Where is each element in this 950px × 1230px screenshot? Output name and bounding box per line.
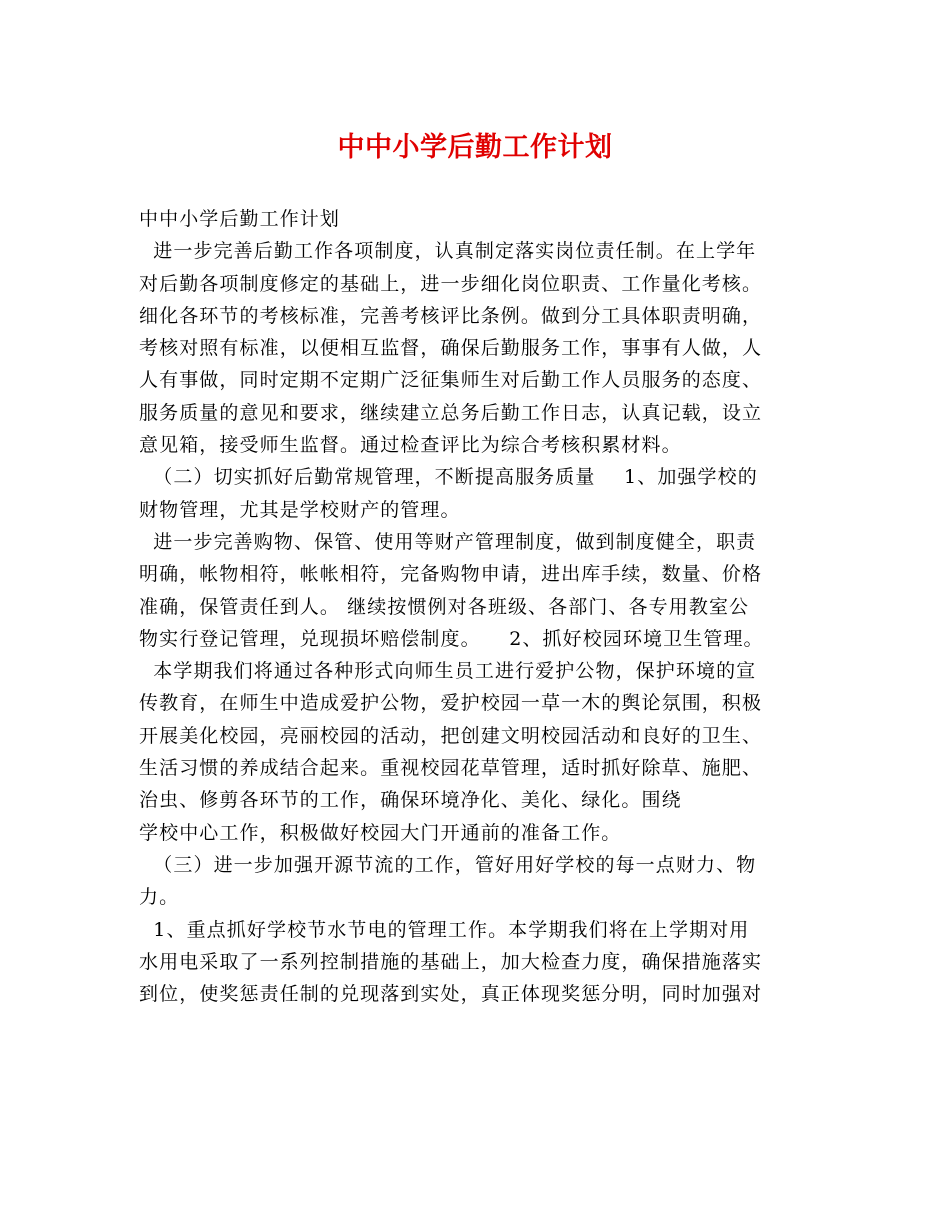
text-line: 传教育，在师生中造成爱护公物，爱护校园一草一木的舆论氛围，积极 (139, 692, 763, 715)
text-line: （三）进一步加强开源节流的工作，管好用好学校的每一点财力、物 (139, 853, 757, 876)
text-line: 人有事做，同时定期不定期广泛征集师生对后勤工作人员服务的态度、 (139, 369, 763, 392)
text-line: 力。 (139, 886, 180, 909)
text-line: 明确，帐物相符，帐帐相符，完备购物申请，进出库手续，数量、价格 (139, 563, 763, 586)
text-line: 物实行登记管理，兑现损坏赔偿制度。 2、抓好校园环境卫生管理。 (139, 627, 764, 650)
text-line: 对后勤各项制度修定的基础上，进一步细化岗位职责、工作量化考核。 (139, 272, 763, 295)
text-line: 开展美化校园，亮丽校园的活动，把创建文明校园活动和良好的卫生、 (139, 724, 763, 747)
text-line: 生活习惯的养成结合起来。重视校园花草管理，适时抓好除草、施肥、 (139, 757, 763, 780)
text-line: 财物管理，尤其是学校财产的管理。 (139, 498, 461, 521)
text-line: 治虫、修剪各环节的工作，确保环境净化、美化、绿化。围绕 (139, 789, 682, 812)
text-line: 准确，保管责任到人。 继续按惯例对各班级、各部门、各专用教室公 (139, 595, 750, 618)
text-line: 水用电采取了一系列控制措施的基础上，加大检查力度，确保措施落实 (139, 950, 763, 973)
text-line: 到位，使奖惩责任制的兑现落到实处，真正体现奖惩分明，同时加强对 (139, 983, 763, 1006)
text-line: 考核对照有标准，以便相互监督，确保后勤服务工作，事事有人做，人 (139, 337, 763, 360)
text-line: 进一步完善购物、保管、使用等财产管理制度，做到制度健全，职责 (139, 530, 757, 553)
text-line: 学校中心工作，积极做好校园大门开通前的准备工作。 (139, 821, 622, 844)
text-line: 服务质量的意见和要求，继续建立总务后勤工作日志，认真记载，设立 (139, 401, 763, 424)
text-line: 细化各环节的考核标准，完善考核评比条例。做到分工具体职责明确， (139, 304, 763, 327)
text-line: （二）切实抓好后勤常规管理，不断提高服务质量 1、加强学校的 (139, 466, 758, 489)
text-line: 进一步完善后勤工作各项制度，认真制定落实岗位责任制。在上学年 (139, 240, 757, 263)
subtitle-line: 中中小学后勤工作计划 (139, 208, 341, 230)
text-line: 1、重点抓好学校节水节电的管理工作。本学期我们将在上学期对用 (139, 918, 750, 941)
document-title: 中中小学后勤工作计划 (337, 132, 613, 163)
document-body (139, 203, 815, 1010)
text-line: 意见箱，接受师生监督。通过检查评比为综合考核积累材料。 (139, 434, 682, 457)
text-line: 本学期我们将通过各种形式向师生员工进行爱护公物，保护环境的宣 (139, 660, 757, 683)
